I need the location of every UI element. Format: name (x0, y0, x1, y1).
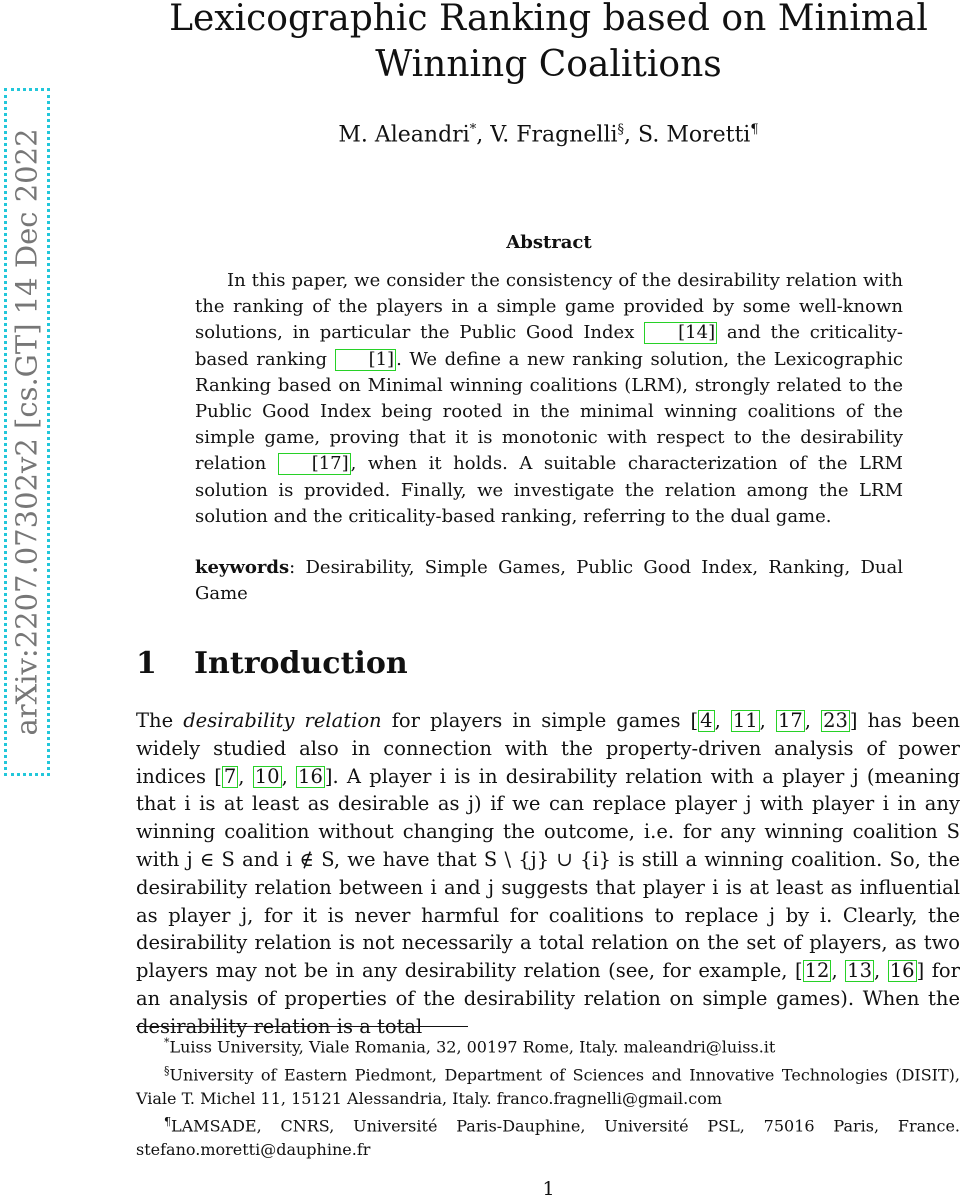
citation-link[interactable]: 12 (804, 959, 830, 983)
keywords-label: keywords (195, 557, 290, 578)
section-number: 1 (136, 646, 157, 681)
citation-link[interactable]: [17] (278, 453, 351, 475)
section-title: Introduction (194, 646, 408, 681)
citation-link[interactable]: 13 (847, 959, 872, 983)
author-name: V. Fragnelli (490, 122, 618, 148)
citation-link[interactable]: [1] (335, 349, 397, 371)
keywords-text: : Desirability, Simple Games, Public Good Index, Ranking, Dual Game (195, 557, 903, 604)
footnote-rule (136, 1026, 468, 1027)
section-heading (136, 646, 408, 681)
abstract-heading: Abstract (506, 232, 592, 253)
author-footnote-mark[interactable]: § (617, 122, 625, 137)
citation-link[interactable]: 16 (889, 959, 915, 983)
author-name: M. Aleandri (338, 122, 470, 148)
citation-link[interactable]: 16 (298, 764, 323, 788)
page-number: 1 (542, 1178, 555, 1200)
footnote: *Luiss University, Viale Romania, 32, 00197 Rome, Italy. maleandri@luiss.it (164, 1036, 776, 1057)
citation-link[interactable]: 11 (732, 709, 758, 732)
citation-link[interactable]: 17 (777, 709, 803, 732)
author-name: S. Moretti (638, 122, 751, 148)
author-list: M. Aleandri*, V. Fragnelli§, S. Moretti¶ (338, 122, 759, 148)
citation-link[interactable]: 10 (254, 764, 280, 788)
citation-link[interactable]: 4 (700, 709, 713, 732)
citation-link[interactable]: 23 (823, 709, 848, 732)
keywords (195, 555, 903, 607)
author-footnote-mark[interactable]: ¶ (750, 122, 759, 137)
author-footnote-mark[interactable]: * (469, 122, 477, 137)
emphasis: desirability relation (183, 709, 382, 732)
abstract-text: In this paper, we consider the consistency of the desirability relation with the ranking of the players in a simple game provided by some well-known solutions, in particular the Public Good Index [14] and the criticality-based ranking [1] . We define a new ranking solution, the Lexicographic Ranking based on Minimal winning coalitions (LRM), strongly related to the Public Good Index being rooted in the minimal winning coalitions of the simple game, proving that it is monotonic with respect to the desirability relation [17] , when it holds. A suitable characterization of the LRM solution is provided. Finally, we investigate the relation among the LRM solution and the criticality-based ranking, referring to the dual game. (195, 270, 904, 527)
intro-paragraph: The desirability relation for players in simple games [ 4 , 11 , 17 , 23 ] has been widely studied also in connection with the property-driven analysis of power indices [ 7 , 10 , 16 ]. A player i is in desirability relation with a player j (meaning that i is at least as desirable as j) if we can replace player j with player i in any winning coalition without changing the outcome, i.e. for any winning coalition S with j ∈ S and i ∉ S, we have that S \ {j} ∪ {i} is still a winning coalition. So, the desirability relation between i and j suggests that player i is at least as influential as player j, for it is never harmful for coalitions to replace j by i. Clearly, the desirability relation is not necessarily a total relation on the set of players, as two players may not be in any desirability relation (see, for example, [ 12 , 13 , 16 ] for an analysis of properties of the desirability relation on simple games). When the desirability relation is a total (136, 709, 961, 1038)
footnote: §University of Eastern Piedmont, Department of Sciences and Innovative Technologies (DISIT), Viale T. Michel 11, 15121 Alessandria, Italy. franco.fragnelli@gmail.com (136, 1063, 960, 1108)
citation-link[interactable]: [14] (644, 322, 717, 344)
footnotes (136, 1031, 960, 1161)
arxiv-stamp-label: arXiv:2207.07302v2 [cs.GT] 14 Dec 2022 (10, 128, 45, 736)
arxiv-stamp[interactable] (4, 88, 50, 776)
paper-title: Lexicographic Ranking based on Minimal Winning Coalitions (169, 0, 928, 85)
footnote: ¶LAMSADE, CNRS, Université Paris-Dauphine, Université PSL, 75016 Paris, France. stefano.moretti@dauphine.fr (136, 1115, 960, 1159)
citation-link[interactable]: 7 (223, 764, 237, 788)
